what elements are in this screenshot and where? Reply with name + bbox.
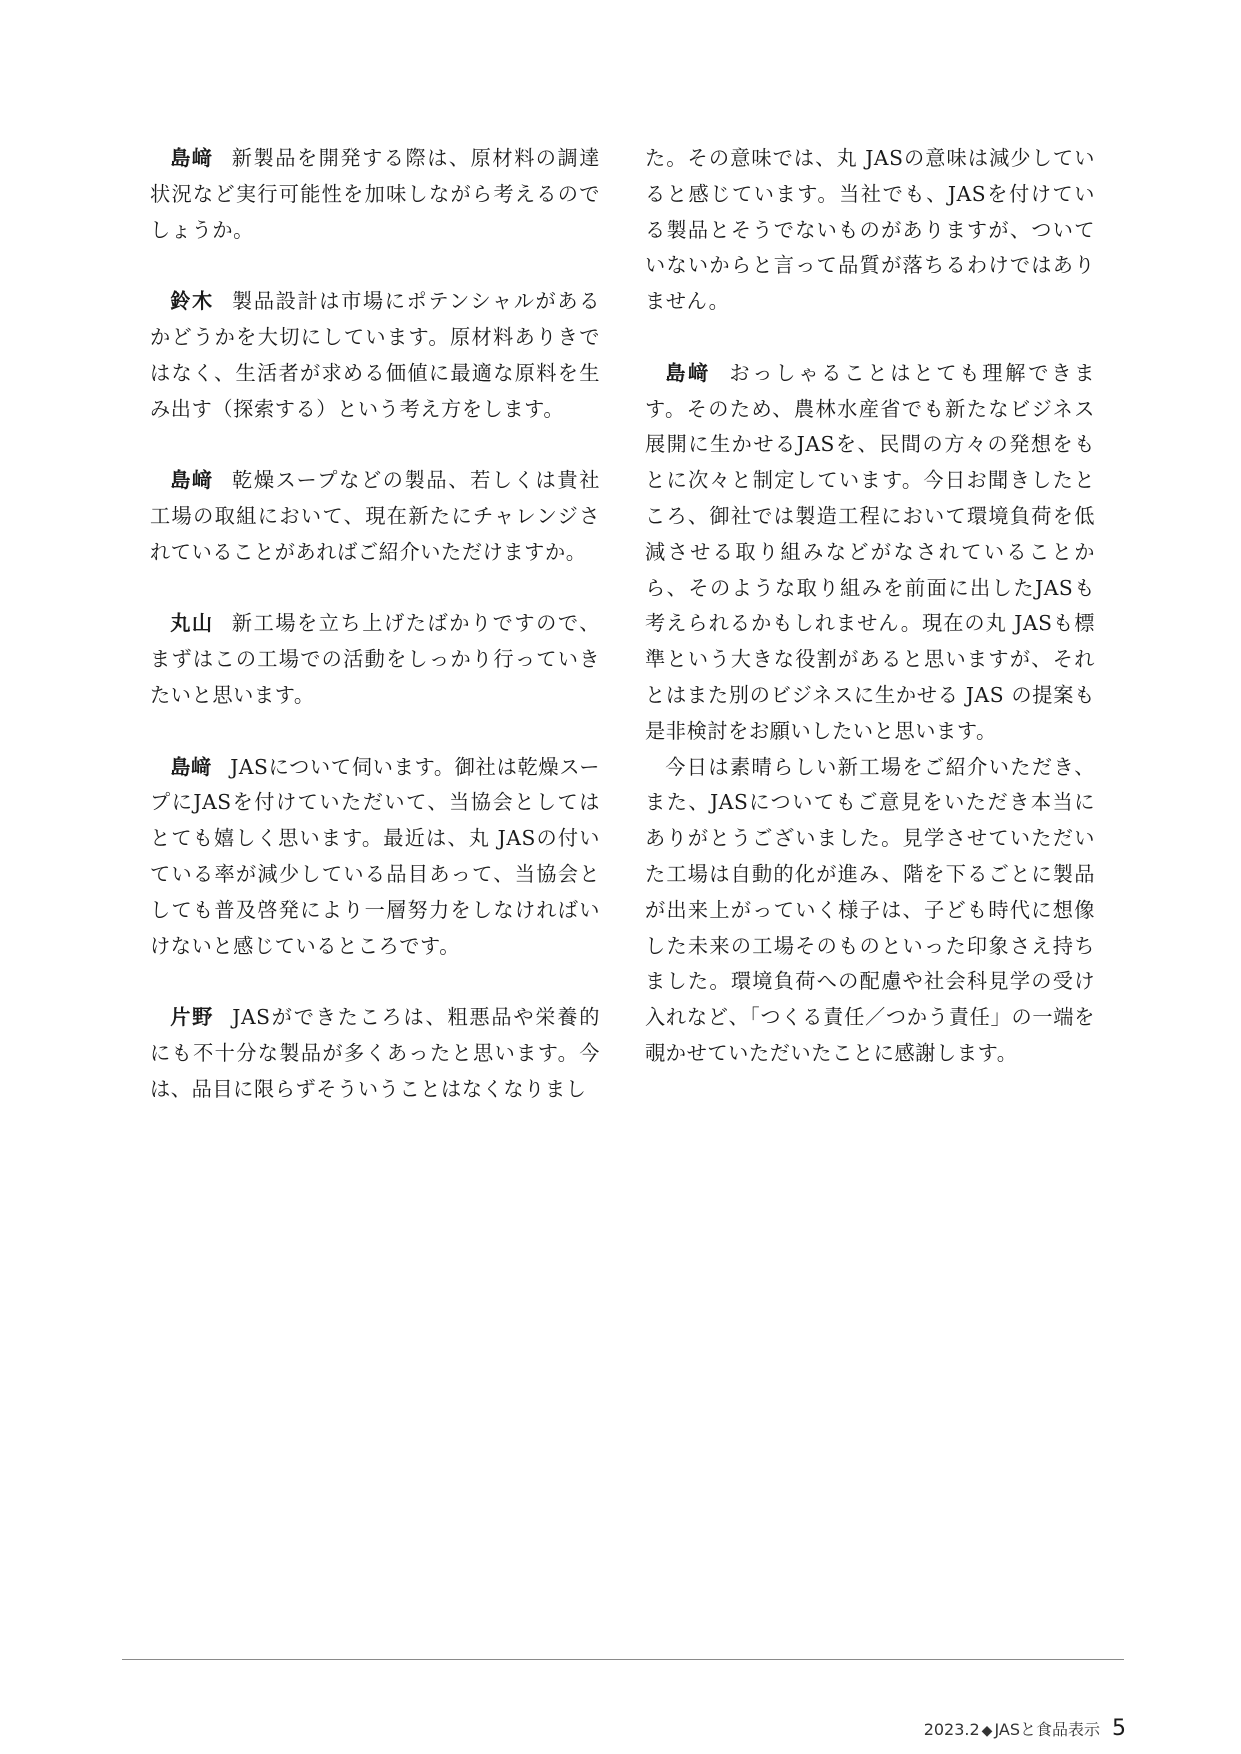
- dialogue-paragraph: [150, 463, 600, 570]
- paragraph-text: 今日は素晴らしい新工場をご紹介いただき、また、JASについてもご意見をいただき本当にありがとうございました。見学させていただいた工場は自動的化が進み、階を下るごとに製品が出来上がっていく様子は、子ども時代に想像した未来の工場そのものといった印象さえ持ちました。環境負荷への配慮や社会科見学の受け入れなど、「つくる責任／つかう責任」の一端を覗かせていただいたことに感謝します。: [645, 754, 1095, 1065]
- paragraph-text: 新製品を開発する際は、原材料の調達状況など実行可能性を加味しながら考えるのでしょうか。: [150, 146, 601, 242]
- speaker-name: 島﨑: [665, 360, 712, 385]
- dialogue-paragraph: [150, 284, 600, 427]
- dialogue-paragraph: [150, 141, 600, 248]
- paragraph-text: JASができたころは、粗悪品や栄養的にも不十分な製品が多くあったと思います。今は、品目に限らずそういうことはなくなりまし: [150, 1005, 600, 1101]
- speaker-name: 鈴木: [170, 289, 214, 314]
- closing-paragraph: [645, 750, 1095, 1072]
- footer-divider: [122, 1659, 1124, 1660]
- paragraph-text: た。その意味では、丸 JASの意味は減少していると感じています。当社でも、JASを付けている製品とそうでないものがありますが、ついていないからと言って品質が落ちるわけではありません。: [645, 146, 1095, 314]
- speaker-name: 島﨑: [170, 468, 214, 493]
- speaker-name: 島﨑: [170, 754, 213, 779]
- paragraph-text: JASについて伺います。御社は乾燥スープにJASを付けていただいて、当協会としてはとても嬉しく思います。最近は、丸 JASの付いている率が減少している品目あって、当協会としても普及啓発により一層努力をしなければいけないと感じているところです。: [150, 754, 601, 958]
- paragraph-text: おっしゃることはとても理解できます。そのため、農林水産省でも新たなビジネス展開に生かせるJASを、民間の方々の発想をもとに次々と制定しています。今日お聞きしたところ、御社では製造工程において環境負荷を低減させる取り組みなどがなされていることから、そのような取り組みを前面に出したJASも考えられるかもしれません。現在の丸 JASも標準という大きな役割があると思いますが、それとはまた別のビジネスに生かせる JAS の提案も是非検討をお願いしたいと思います。: [645, 360, 1095, 743]
- dialogue-paragraph: [150, 1000, 600, 1107]
- paragraph-text: 新工場を立ち上げたばかりですので、まずはこの工場での活動をしっかり行っていきたいと思います。: [150, 611, 600, 707]
- page-number: 5: [1112, 1716, 1126, 1741]
- paragraph-text: 乾燥スープなどの製品、若しくは貴社工場の取組において、現在新たにチャレンジされていることがあればご紹介いただけますか。: [150, 468, 600, 564]
- publication-title: JASと食品表示: [994, 1720, 1100, 1739]
- diamond-icon: ◆: [981, 1723, 993, 1739]
- dialogue-paragraph: [150, 750, 600, 965]
- dialogue-paragraph: [645, 356, 1095, 750]
- speaker-name: 島﨑: [170, 146, 214, 170]
- dialogue-paragraph: [150, 606, 600, 713]
- paragraph-text: 製品設計は市場にポテンシャルがあるかどうかを大切にしています。原材料ありきではなく、生活者が求める価値に最適な原料を生み出す（探索する）という考え方をします。: [150, 289, 600, 421]
- dialogue-paragraph-continued: [645, 141, 1095, 320]
- left-column: [150, 141, 600, 1108]
- speaker-name: 片野: [170, 1005, 215, 1030]
- speaker-name: 丸山: [170, 611, 214, 636]
- right-column: [645, 141, 1095, 1072]
- issue-date: 2023.2: [923, 1720, 980, 1739]
- page-footer: [924, 1716, 1126, 1741]
